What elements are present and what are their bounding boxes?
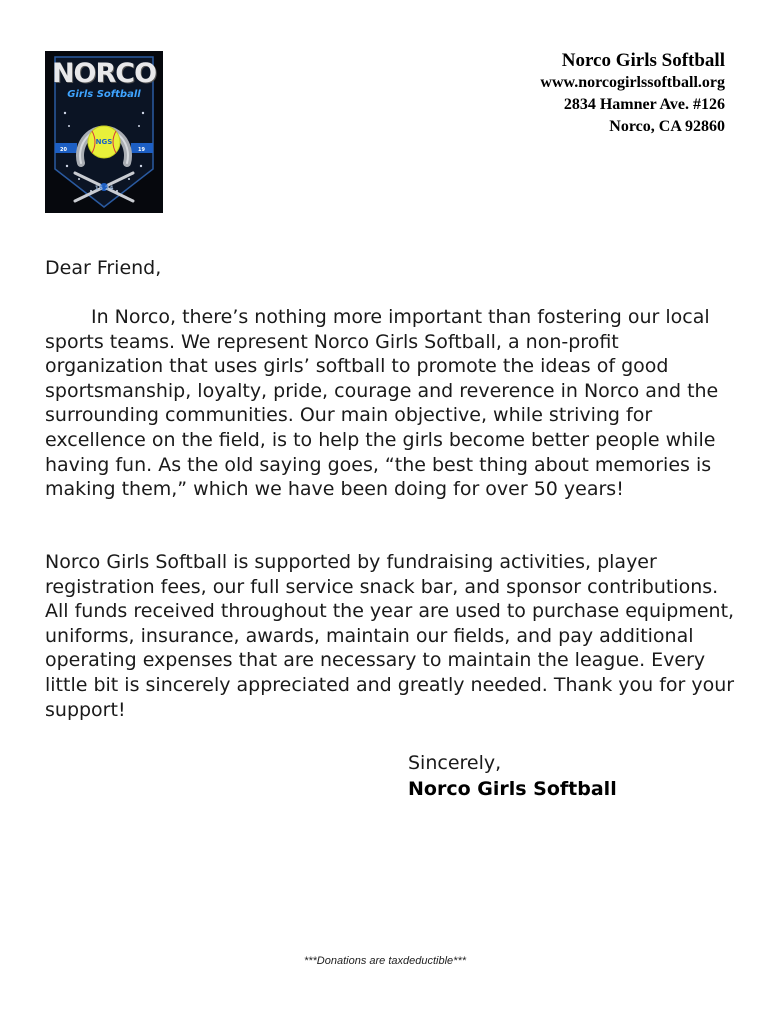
logo-year-right: 19 xyxy=(138,147,145,153)
signature: Norco Girls Softball xyxy=(408,778,617,800)
salutation: Dear Friend, xyxy=(45,257,162,279)
logo-subtitle: Girls Softball xyxy=(67,89,141,100)
logo-year-left: 20 xyxy=(60,147,67,153)
paragraph-intro: In Norco, there’s nothing more important than fostering our local sports teams. We represent Norco Girls Softball, a non-profit organization that uses girls’ softball to promote the ideas of good sportsmanship, loyalty, pride, courage and reverence in Norco and the surrounding communities. Our main objective, while striving for excellence on the field, is to help the girls become better people while having fun. As the old saying goes, “the best thing about memories is making them,” which we have been doing for over 50 years! xyxy=(45,306,719,501)
logo-ball-text: NGS xyxy=(95,138,113,146)
closing-text: Sincerely, xyxy=(408,752,502,774)
tax-deductible-note: ***Donations are taxdeductible*** xyxy=(303,955,467,967)
city-state-zip: Norco, CA 92860 xyxy=(609,118,725,135)
closing-block xyxy=(408,750,617,802)
website: www.norcogirlssoftball.org xyxy=(540,74,725,91)
org-name: Norco Girls Softball xyxy=(561,50,725,71)
norco-girls-softball-logo xyxy=(45,51,163,213)
street-address: 2834 Hamner Ave. #126 xyxy=(563,96,725,113)
logo-number: 15 24 xyxy=(94,185,114,192)
logo-title: NORCO xyxy=(51,58,157,89)
paragraph-funding: Norco Girls Softball is supported by fundraising activities, player registration fees, our full service snack bar, and sponsor contributions. All funds received throughout the year are used to purchase equipment, uniforms, insurance, awards, maintain our fields, and pay additional operating expenses that are necessary to maintain the league. Every little bit is sincerely appreciated and greatly needed. Thank you for your support! xyxy=(45,551,735,721)
letterhead-address xyxy=(405,50,725,138)
